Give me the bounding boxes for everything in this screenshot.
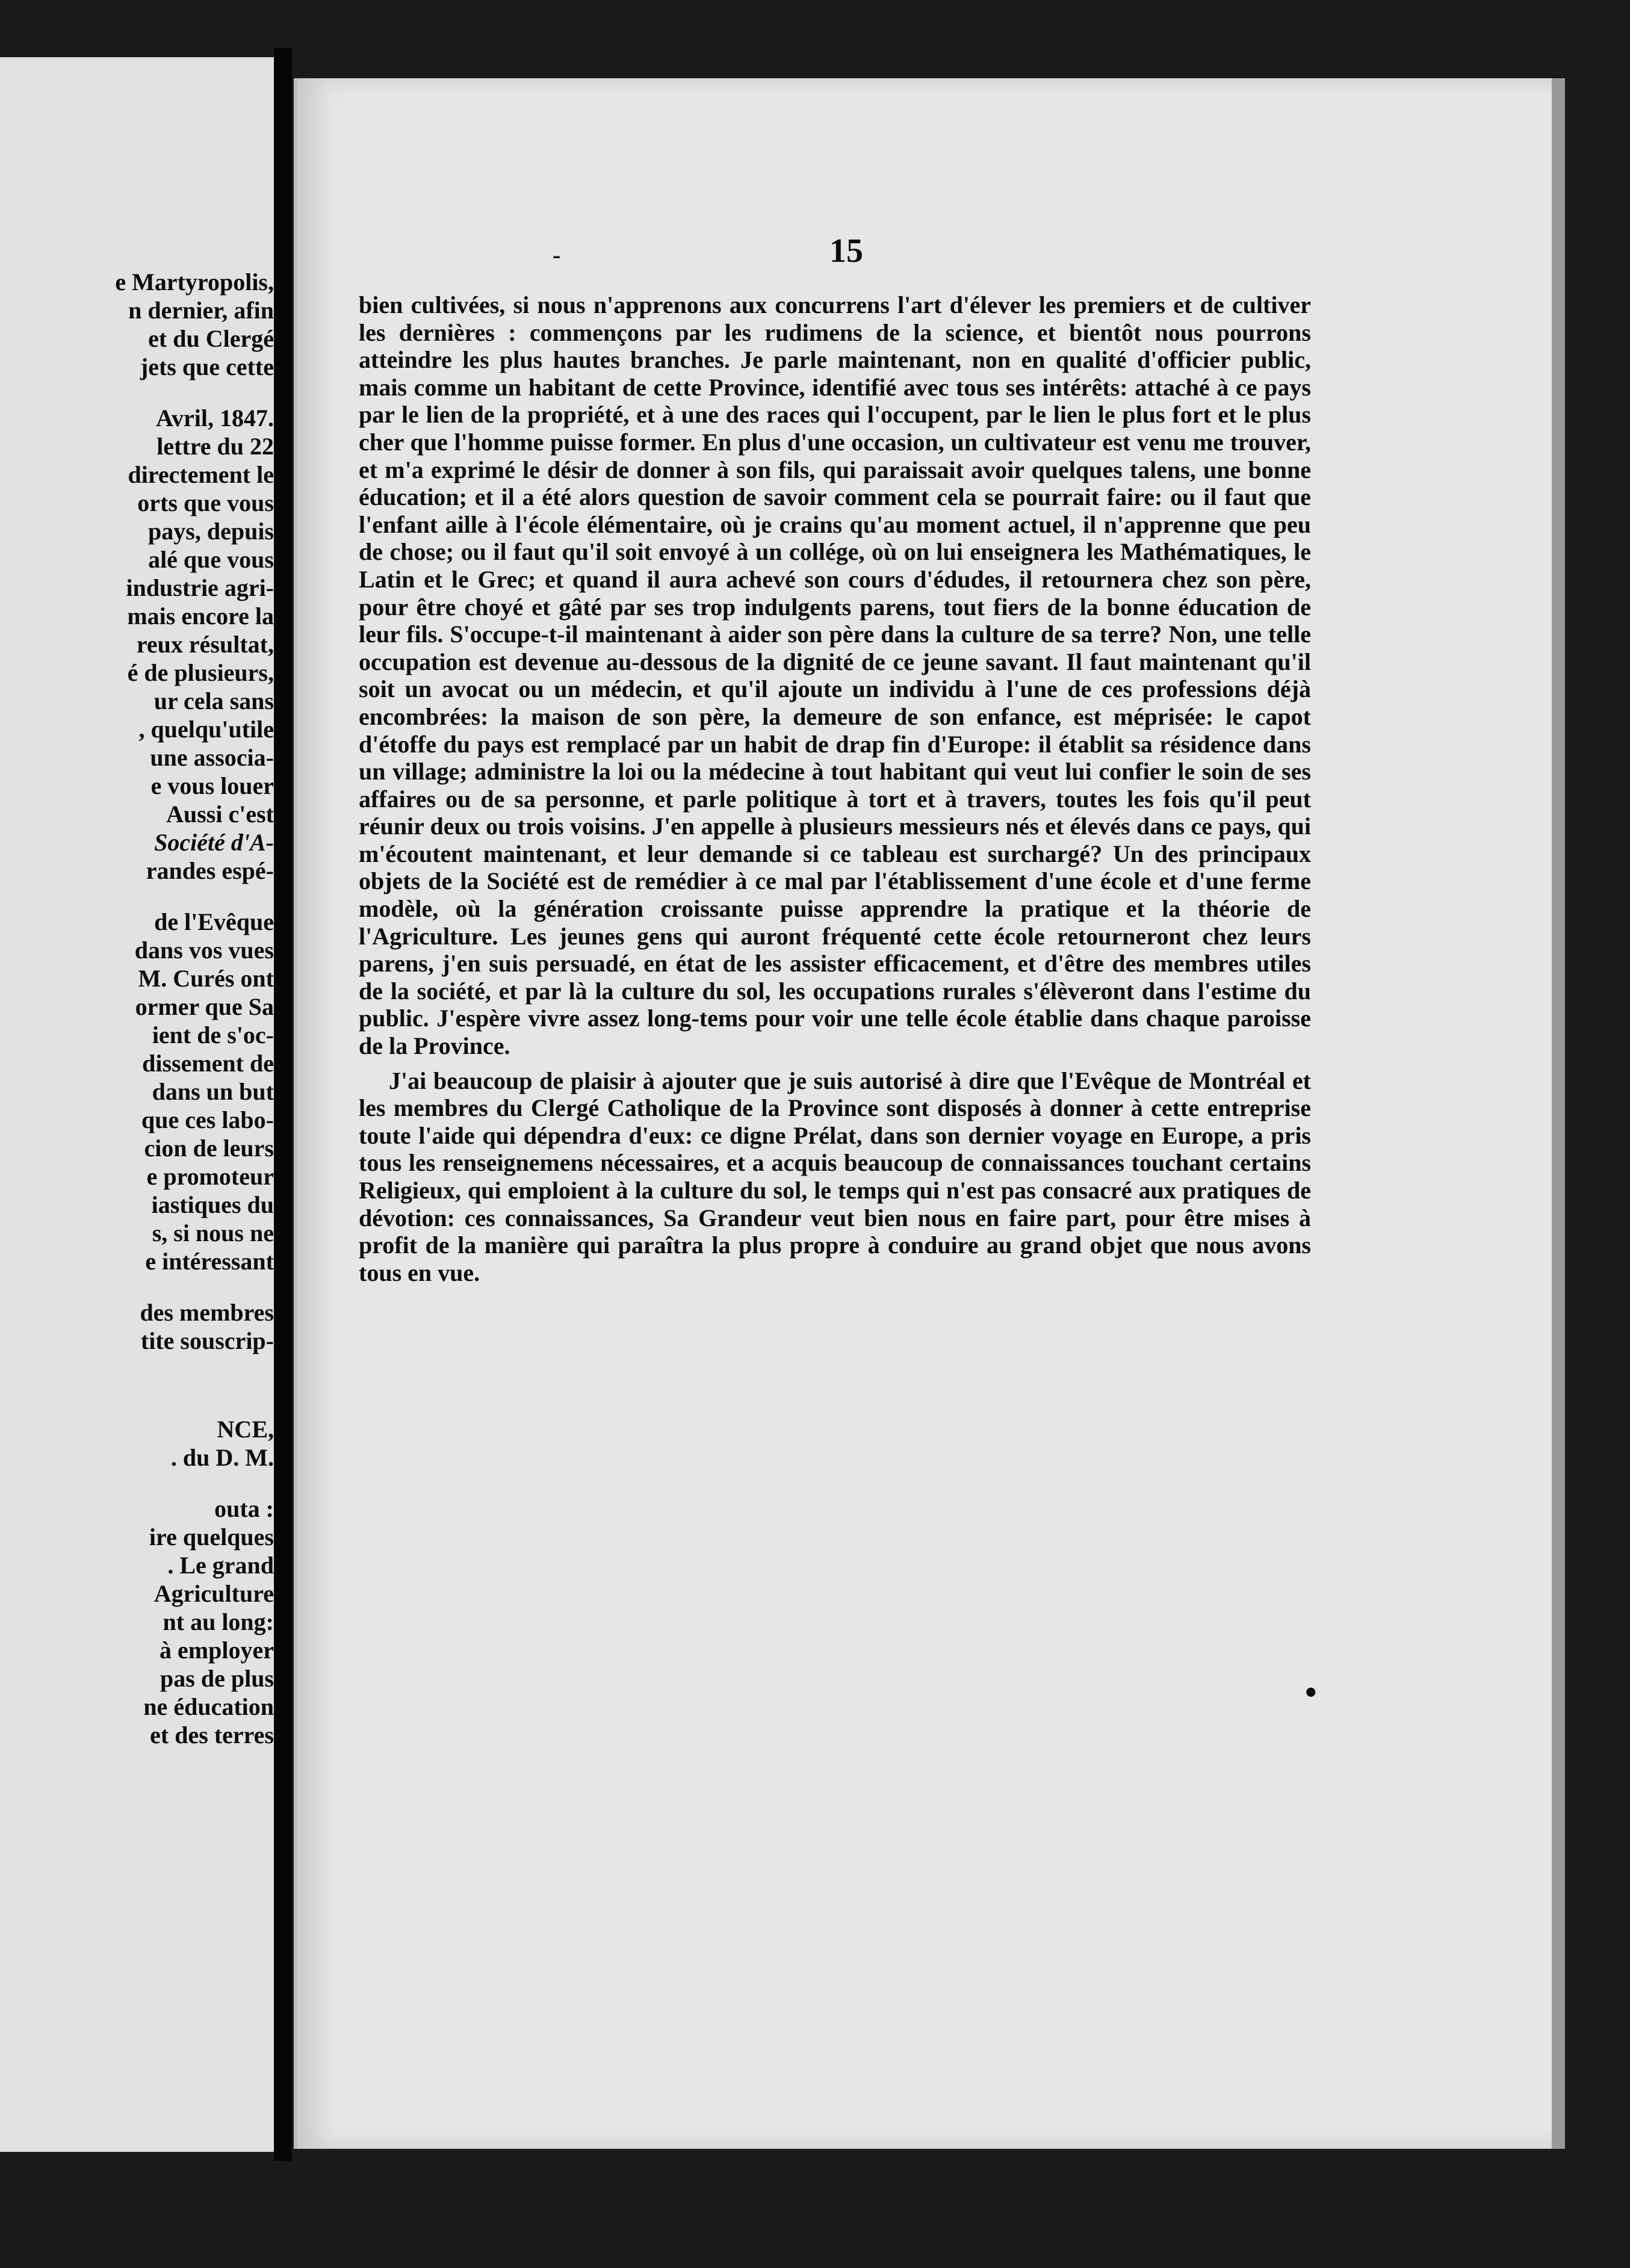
left-line: ire quelques	[149, 1523, 274, 1551]
left-line: . du D. M.	[170, 1444, 274, 1471]
left-line: des membres	[140, 1299, 274, 1326]
left-line: nt au long:	[163, 1608, 274, 1635]
left-line: dans un but	[152, 1078, 274, 1105]
left-line: , quelqu'utile	[138, 716, 274, 743]
left-line: NCE,	[217, 1416, 274, 1443]
left-line-gap	[9, 1472, 274, 1495]
left-line: pays, depuis	[148, 518, 274, 545]
left-line: ne éducation	[143, 1693, 274, 1720]
left-line: dans vos vues	[134, 937, 274, 964]
paragraph-2: J'ai beaucoup de plaisir à ajouter que je suis autorisé à dire que l'Evêque de Montréal et les membres du Clergé Catholique de la Province sont disposés à donner à cette entreprise toute l'aide qui dépendra d'eux: ce digne Prélat, dans son dernier voyage en Europe, a pris tous les renseignemens nécessaires, et a acquis beaucoup de connaissances touchant certains Religieux, qui emploient à la culture du sol, le temps qui n'est pas consacré aux pratiques de dévotion: ces connaissances, Sa Grandeur veut bien nous en faire part, pour être mises à profit de la manière qui paraîtra la plus propre à conduire au grand objet que nous avons tous en vue.	[359, 1067, 1311, 1286]
left-line: orts que vous	[137, 489, 274, 516]
left-line: et des terres	[150, 1721, 274, 1749]
ink-mark: -	[553, 241, 561, 268]
left-line: e promoteur	[146, 1163, 274, 1190]
left-line: outa :	[214, 1495, 274, 1522]
left-line: que ces labo-	[141, 1106, 274, 1133]
left-line: . Le grand	[167, 1552, 274, 1579]
left-line: tite souscrip-	[140, 1327, 274, 1354]
left-line: cion de leurs	[144, 1135, 274, 1162]
left-line: Aussi c'est	[166, 801, 274, 828]
left-page-fragment	[0, 57, 274, 2152]
left-line: directement le	[128, 461, 274, 488]
left-line: randes espé-	[146, 857, 274, 884]
left-line: une associa-	[150, 744, 274, 771]
left-line-gap	[9, 381, 274, 404]
left-line: n dernier, afin	[128, 297, 274, 324]
left-line: à employer	[160, 1637, 274, 1664]
left-line: pas de plus	[160, 1665, 274, 1692]
left-line: et du Clergé	[148, 325, 274, 352]
left-line: jets que cette	[140, 353, 274, 380]
left-line-gap	[9, 1275, 274, 1298]
left-line: alé que vous	[148, 546, 274, 573]
left-line: s, si nous ne	[152, 1219, 274, 1247]
left-line: iastiques du	[151, 1191, 274, 1218]
left-line: e intéressant	[145, 1248, 274, 1275]
left-line: ur cela sans	[153, 687, 274, 714]
book-gutter	[274, 48, 292, 2161]
left-line: e Martyropolis,	[115, 268, 274, 296]
left-line-gap	[9, 885, 274, 908]
left-line: Agriculture	[153, 1580, 274, 1607]
page-number: 15	[829, 232, 863, 270]
left-line: dissement de	[142, 1050, 274, 1077]
page-edge	[1552, 78, 1565, 2149]
left-line: é de plusieurs,	[127, 659, 274, 686]
left-line: ormer que Sa	[135, 993, 274, 1020]
ink-mark: •	[1305, 1674, 1317, 1711]
left-line: lettre du 22	[156, 433, 274, 460]
left-line-gap	[9, 1355, 274, 1415]
left-line: industrie agri-	[126, 574, 274, 601]
left-line: Société d'A-	[154, 829, 274, 856]
main-body-text	[359, 291, 1311, 1286]
left-line: mais encore la	[127, 603, 274, 630]
left-page-text	[9, 268, 274, 1749]
paragraph-1: bien cultivées, si nous n'apprenons aux concurrens l'art d'élever les premiers et de cultiver les dernières : commençons par les rudimens de la science, et bientôt nous pourrons atteindre les plus hautes branches. Je parle maintenant, non en qualité d'officier public, mais comme un habitant de cette Province, identifié avec tous ses intérêts: attaché à ce pays par le lien de la propriété, et à une des races qui l'occupent, par le lien le plus fort et le plus cher que l'homme puisse former. En plus d'une occasion, un cultivateur est venu me trouver, et m'a exprimé le désir de donner à son fils, qui paraissait avoir quelques talens, une bonne éducation; et il a été alors question de savoir comment cela se pourrait faire: ou il faut que l'enfant aille à l'école élémentaire, où je crains qu'au moment actuel, il n'apprenne que peu de chose; ou il faut qu'il soit envoyé à un collége, où on lui enseignera les Mathématiques, le Latin et le Grec; et quand il aura achevé son cours d'édudes, il retournera chez son père, pour être choyé et gâté par ses trop indulgents parens, tout fiers de la bonne éducation de leur fils. S'occupe-t-il maintenant à aider son père dans la culture de sa terre? Non, une telle occupation est devenue au-dessous de la dignité de ce jeune savant. Il faut maintenant qu'il soit un avocat ou un médecin, et qu'il ajoute un individu à l'une de ces professions déjà encombrées: la maison de son père, la demeure de son enfance, est méprisée: le capot d'étoffe du pays est remplacé par un habit de drap fin d'Europe: il établit sa résidence dans un village; administre la loi ou la médecine à tout habitant qui veut lui confier le soin de ses affaires ou de sa personne, et parle politique à tort et à travers, toutes les fois qu'il peut réunir deux ou trois voisins. J'en appelle à plusieurs messieurs nés et élevés dans ce pays, qui m'écoutent maintenant, et leur demande si ce tableau est surchargé? Un des principaux objets de la Société est de remédier à ce mal par l'établissement d'une école et d'une ferme modèle, où la génération croissante puisse apprendre la pratique et la théorie de l'Agriculture. Les jeunes gens qui auront fréquenté cette école retourneront chez leurs parens, j'en suis persuadé, en état de les assister efficacement, et d'être des membres utiles de la société, et par là la culture du sol, les occupations rurales s'élèveront dans l'estime du public. J'espère vivre assez long-tems pour voir une telle école établie dans chaque paroisse de la Province.	[359, 291, 1311, 1060]
left-line: reux résultat,	[136, 631, 274, 658]
left-line: de l'Evêque	[154, 908, 274, 935]
left-line: M. Curés ont	[138, 965, 274, 992]
left-line: Avril, 1847.	[156, 404, 274, 432]
left-line: ient de s'oc-	[152, 1021, 274, 1049]
left-line: e vous louer	[150, 772, 274, 799]
